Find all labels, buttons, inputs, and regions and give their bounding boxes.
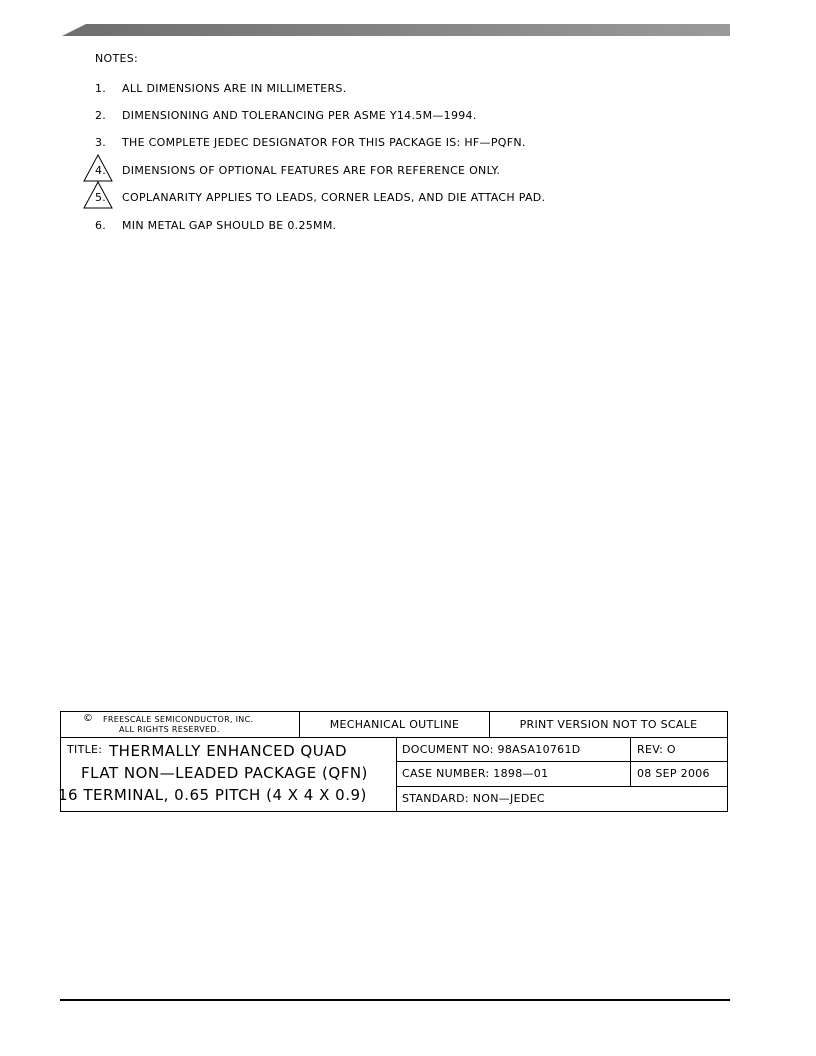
- note-text: DIMENSIONING AND TOLERANCING PER ASME Y14.5M—1994.: [122, 109, 477, 122]
- title-block: [60, 711, 728, 812]
- flag-number: 5.: [95, 191, 107, 204]
- mechanical-outline-cell: MECHANICAL OUTLINE: [300, 712, 490, 738]
- case-number-cell: CASE NUMBER: 1898—01: [397, 762, 631, 787]
- date-cell: 08 SEP 2006: [631, 762, 727, 787]
- note-text: COPLANARITY APPLIES TO LEADS, CORNER LEADS, AND DIE ATTACH PAD.: [122, 191, 546, 204]
- note-number: 2.: [95, 109, 107, 122]
- document-number-cell: DOCUMENT NO: 98ASA10761D: [397, 738, 631, 762]
- title-label: TITLE:: [67, 743, 103, 756]
- flag-number: 4.: [95, 164, 107, 177]
- copyright-cell: [61, 712, 300, 738]
- datum-flag-triangle-icon: [83, 154, 113, 182]
- header-band-graphic: [0, 0, 816, 40]
- note-text: THE COMPLETE JEDEC DESIGNATOR FOR THIS PACKAGE IS: HF—PQFN.: [122, 136, 526, 149]
- footer-divider: [60, 999, 730, 1001]
- title-cell: [58, 738, 397, 811]
- print-version-cell: PRINT VERSION NOT TO SCALE: [490, 712, 727, 738]
- standard-cell: STANDARD: NON—JEDEC: [402, 792, 545, 805]
- note-text: DIMENSIONS OF OPTIONAL FEATURES ARE FOR REFERENCE ONLY.: [122, 164, 501, 177]
- note-number: 3.: [95, 136, 107, 149]
- copyright-icon: ©: [83, 713, 94, 724]
- note-text: ALL DIMENSIONS ARE IN MILLIMETERS.: [122, 82, 347, 95]
- notes-section: [80, 52, 720, 232]
- notes-heading: NOTES:: [95, 52, 139, 65]
- title-line-1: THERMALLY ENHANCED QUAD: [109, 742, 348, 760]
- title-line-2: FLAT NON—LEADED PACKAGE (QFN): [81, 764, 368, 782]
- header-band-shape: [62, 24, 730, 36]
- copyright-line-1: FREESCALE SEMICONDUCTOR, INC.: [103, 715, 254, 724]
- copyright-line-2: ALL RIGHTS RESERVED.: [119, 725, 220, 734]
- note-number: 6.: [95, 219, 107, 232]
- note-number: 1.: [95, 82, 107, 95]
- datum-flag-triangle-icon: [83, 181, 113, 209]
- title-line-3: 16 TERMINAL, 0.65 PITCH (4 X 4 X 0.9): [58, 786, 367, 804]
- header-band: [0, 0, 816, 40]
- note-text: MIN METAL GAP SHOULD BE 0.25MM.: [122, 219, 337, 232]
- revision-cell: REV: O: [631, 738, 727, 762]
